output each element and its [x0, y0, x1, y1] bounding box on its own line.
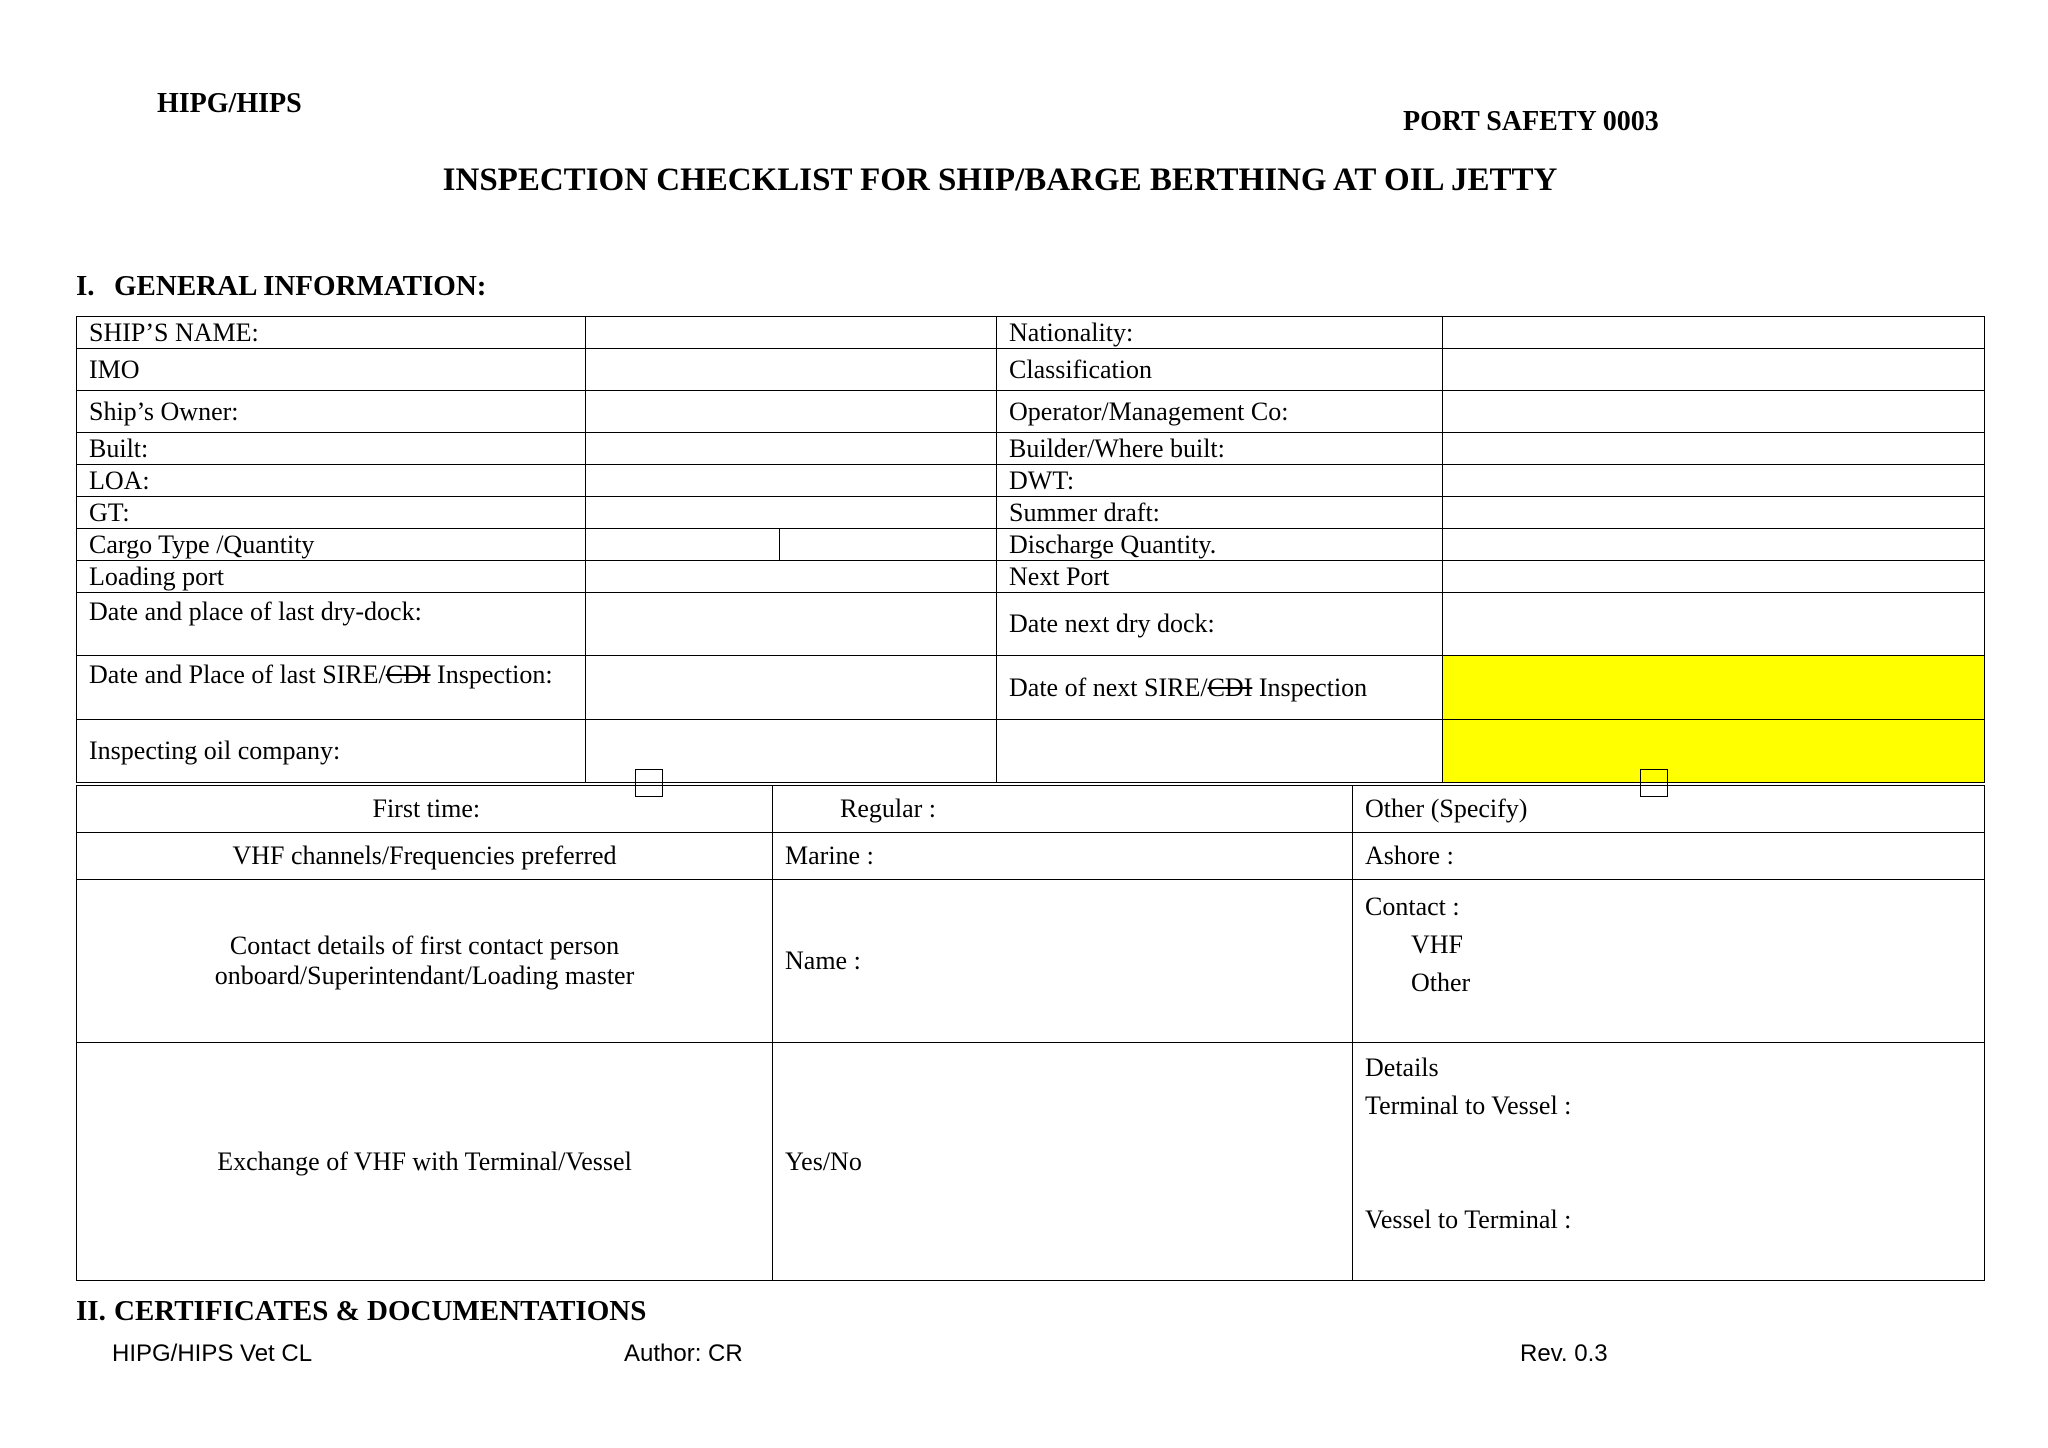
- ashore-label[interactable]: Ashore :: [1353, 833, 1985, 880]
- contact-cell[interactable]: [1353, 880, 1985, 1043]
- imo-label: IMO: [77, 349, 586, 391]
- ships-name-label: SHIP’S NAME:: [77, 317, 586, 349]
- section-2-number: II.: [76, 1295, 106, 1327]
- section-2-title: CERTIFICATES & DOCUMENTATIONS: [114, 1295, 647, 1327]
- table-row: [77, 833, 1985, 880]
- section-1-title: GENERAL INFORMATION:: [114, 270, 487, 302]
- table-row: [77, 1043, 1985, 1281]
- org-name: HIPG/HIPS: [157, 88, 302, 119]
- visit-details-table: [76, 785, 1985, 1281]
- last-sire-struck-text: CDI: [385, 660, 431, 689]
- other-checkbox[interactable]: [1640, 786, 1668, 797]
- owner-field[interactable]: [586, 391, 997, 433]
- next-sire-label-suffix: Inspection: [1252, 672, 1368, 702]
- builder-field[interactable]: [1443, 433, 1985, 465]
- inspecting-company-label: Inspecting oil company:: [77, 720, 586, 783]
- classification-field[interactable]: [1443, 349, 1985, 391]
- terminal-to-vessel-label: Terminal to Vessel :: [1365, 1091, 1572, 1120]
- cargo-label: Cargo Type /Quantity: [77, 529, 586, 561]
- gt-label: GT:: [77, 497, 586, 529]
- section-2-heading: [76, 1295, 646, 1328]
- nationality-field[interactable]: [1443, 317, 1985, 349]
- details-label: Details: [1365, 1053, 1439, 1082]
- next-sire-label-prefix: Date of next SIRE/: [1009, 672, 1208, 702]
- contact-vhf-label: VHF: [1411, 930, 1464, 959]
- last-dry-dock-field[interactable]: [586, 593, 997, 656]
- dwt-label: DWT:: [997, 465, 1443, 497]
- marine-label[interactable]: Marine :: [773, 833, 1353, 880]
- regular-cell: [773, 786, 1353, 833]
- vhf-exchange-label: Exchange of VHF with Terminal/Vessel: [77, 1043, 773, 1281]
- built-field[interactable]: [586, 433, 997, 465]
- table-row: [77, 786, 1985, 833]
- last-dry-dock-label: Date and place of last dry-dock:: [77, 593, 586, 656]
- contact-details-line-1: Contact details of first contact person: [229, 931, 620, 960]
- table-row: [77, 391, 1985, 433]
- last-sire-label-suffix: Inspection:: [430, 660, 553, 689]
- table-row: [77, 593, 1985, 656]
- contact-other-label: Other: [1411, 968, 1471, 997]
- next-port-field[interactable]: [1443, 561, 1985, 593]
- discharge-field[interactable]: [1443, 529, 1985, 561]
- contact-details-label: [77, 880, 773, 1043]
- summer-draft-field[interactable]: [1443, 497, 1985, 529]
- next-sire-field[interactable]: [1443, 656, 1985, 720]
- next-sire-label: [997, 656, 1443, 720]
- footer-revision: Rev. 0.3: [1520, 1340, 1608, 1367]
- cargo-type-field[interactable]: [586, 529, 780, 561]
- first-time-cell: [77, 786, 773, 833]
- loading-port-field[interactable]: [586, 561, 997, 593]
- general-information-table: [76, 316, 1985, 783]
- first-time-checkbox[interactable]: [635, 786, 663, 797]
- table-row: [77, 529, 1985, 561]
- next-sire-struck-text: CDI: [1207, 672, 1253, 702]
- footer-document-id: HIPG/HIPS Vet CL: [112, 1340, 313, 1367]
- gt-field[interactable]: [586, 497, 997, 529]
- builder-label: Builder/Where built:: [997, 433, 1443, 465]
- details-cell[interactable]: [1353, 1043, 1985, 1281]
- highlighted-blank-field[interactable]: [1443, 720, 1985, 783]
- last-sire-label: [77, 656, 586, 720]
- table-row: [77, 317, 1985, 349]
- discharge-label: Discharge Quantity.: [997, 529, 1443, 561]
- table-row: [77, 561, 1985, 593]
- blank-cell[interactable]: [997, 720, 1443, 783]
- last-sire-label-prefix: Date and Place of last SIRE/: [89, 660, 386, 689]
- table-row: [77, 720, 1985, 783]
- first-time-label: First time:: [372, 794, 481, 823]
- table-row: [77, 465, 1985, 497]
- last-sire-field[interactable]: [586, 656, 997, 720]
- built-label: Built:: [77, 433, 586, 465]
- vessel-to-terminal-label: Vessel to Terminal :: [1365, 1205, 1572, 1234]
- next-dry-dock-label: Date next dry dock:: [997, 593, 1443, 656]
- footer-author: Author: CR: [624, 1340, 743, 1367]
- next-dry-dock-field[interactable]: [1443, 593, 1985, 656]
- cargo-quantity-field[interactable]: [780, 529, 997, 561]
- table-row: [77, 880, 1985, 1043]
- table-row: [77, 349, 1985, 391]
- ships-name-field[interactable]: [586, 317, 997, 349]
- other-label: Other (Specify): [1365, 794, 1528, 823]
- page-title: INSPECTION CHECKLIST FOR SHIP/BARGE BERTHING AT OIL JETTY: [442, 162, 1558, 198]
- operator-field[interactable]: [1443, 391, 1985, 433]
- contact-details-line-2: onboard/Superintendant/Loading master: [214, 961, 635, 990]
- section-1-number: I.: [76, 270, 95, 302]
- dwt-field[interactable]: [1443, 465, 1985, 497]
- other-cell: [1353, 786, 1985, 833]
- nationality-label: Nationality:: [997, 317, 1443, 349]
- document-code: PORT SAFETY 0003: [1403, 106, 1659, 137]
- imo-field[interactable]: [586, 349, 997, 391]
- loa-label: LOA:: [77, 465, 586, 497]
- vhf-preferred-label: VHF channels/Frequencies preferred: [77, 833, 773, 880]
- classification-label: Classification: [997, 349, 1443, 391]
- summer-draft-label: Summer draft:: [997, 497, 1443, 529]
- loading-port-label: Loading port: [77, 561, 586, 593]
- table-row: [77, 656, 1985, 720]
- regular-label: Regular :: [840, 794, 937, 823]
- table-row: [77, 433, 1985, 465]
- contact-label: Contact :: [1365, 892, 1460, 921]
- yes-no-label[interactable]: Yes/No: [773, 1043, 1353, 1281]
- loa-field[interactable]: [586, 465, 997, 497]
- contact-name-label[interactable]: Name :: [773, 880, 1353, 1043]
- section-1-heading: [76, 270, 486, 303]
- next-port-label: Next Port: [997, 561, 1443, 593]
- table-row: [77, 497, 1985, 529]
- operator-label: Operator/Management Co:: [997, 391, 1443, 433]
- owner-label: Ship’s Owner:: [77, 391, 586, 433]
